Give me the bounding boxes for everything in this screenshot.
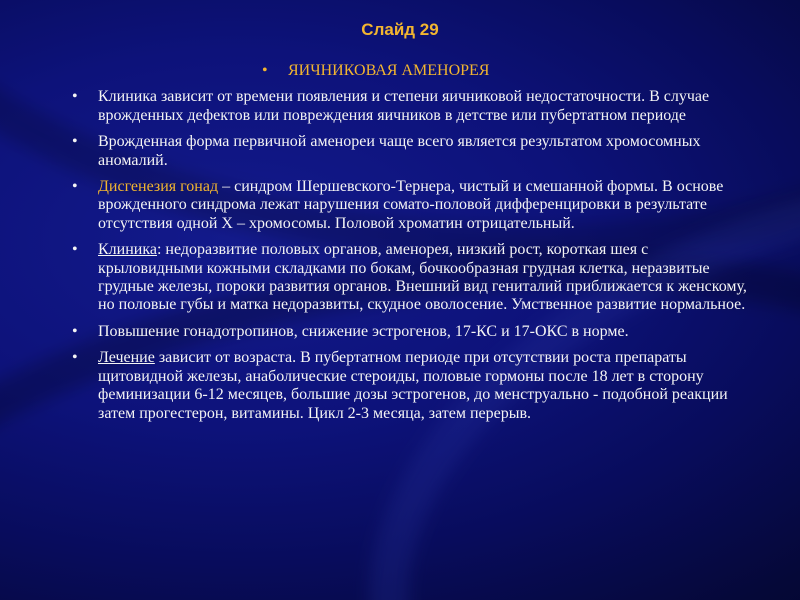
- term-treatment: Лечение: [98, 349, 155, 367]
- list-item-text: – синдром Шершевского-Тернера, чистый и смешанной формы. В основе врожденного синдрома лежат нарушения сомато-половой дифференцировки в результате отсутствия одной Х – хромосомы. Половой хроматин отрицательный.: [98, 178, 724, 232]
- list-item: [70, 88, 750, 125]
- bullet-icon: •: [262, 62, 268, 79]
- list-item-text: Повышение гонадотропинов, снижение эстрогенов, 17-КС и 17-ОКС в норме.: [98, 322, 629, 340]
- bullet-icon: •: [72, 178, 78, 196]
- bullet-icon: •: [72, 349, 78, 367]
- slide-body: [70, 62, 750, 431]
- list-item-text: Клиника зависит от времени появления и степени яичниковой недостаточности. В случае врожденных дефектов или повреждения яичников в детстве или пубертатном периоде: [98, 88, 710, 124]
- slide-title: Слайд 29: [361, 20, 439, 39]
- bullet-icon: •: [72, 133, 78, 151]
- term-gonadal-dysgenesis: Дисгенезия гонад: [98, 178, 219, 196]
- list-item: [70, 241, 750, 315]
- term-clinic: Клиника: [98, 241, 157, 259]
- bullet-icon: •: [72, 241, 78, 259]
- list-item: [70, 323, 750, 341]
- list-item-text: Врожденная форма первичной аменореи чаще всего является результатом хромосомных аномалий.: [98, 133, 701, 169]
- bullet-icon: •: [72, 88, 78, 106]
- bullet-icon: •: [72, 322, 78, 340]
- list-item: [70, 133, 750, 170]
- list-item: [70, 349, 750, 423]
- section-heading-text: ЯИЧНИКОВАЯ АМЕНОРЕЯ: [288, 62, 490, 79]
- list-item-text: зависит от возраста. В пубертатном периоде при отсутствии роста препараты щитовидной железы, анаболические стероиды, половые гормоны после 18 лет в сторону феминизации 6-12 месяцев, большие дозы эстрогенов, до менструально - подобной реакции затем прогестерон, витамины. Цикл 2-3 месяца, затем перерыв.: [98, 349, 728, 422]
- list-item-text: : недоразвитие половых органов, аменорея, низкий рост, короткая шея с крыловидными кожными складками по бокам, бочкообразная грудная клетка, неразвитые грудные железы, пороки развития органов. Внешний вид гениталий приближается к женскому, но половые губы и матка недоразвиты, скудное оволосение. Умственное развитие нормальное.: [98, 241, 747, 314]
- section-heading: [70, 62, 750, 80]
- list-item: [70, 178, 750, 233]
